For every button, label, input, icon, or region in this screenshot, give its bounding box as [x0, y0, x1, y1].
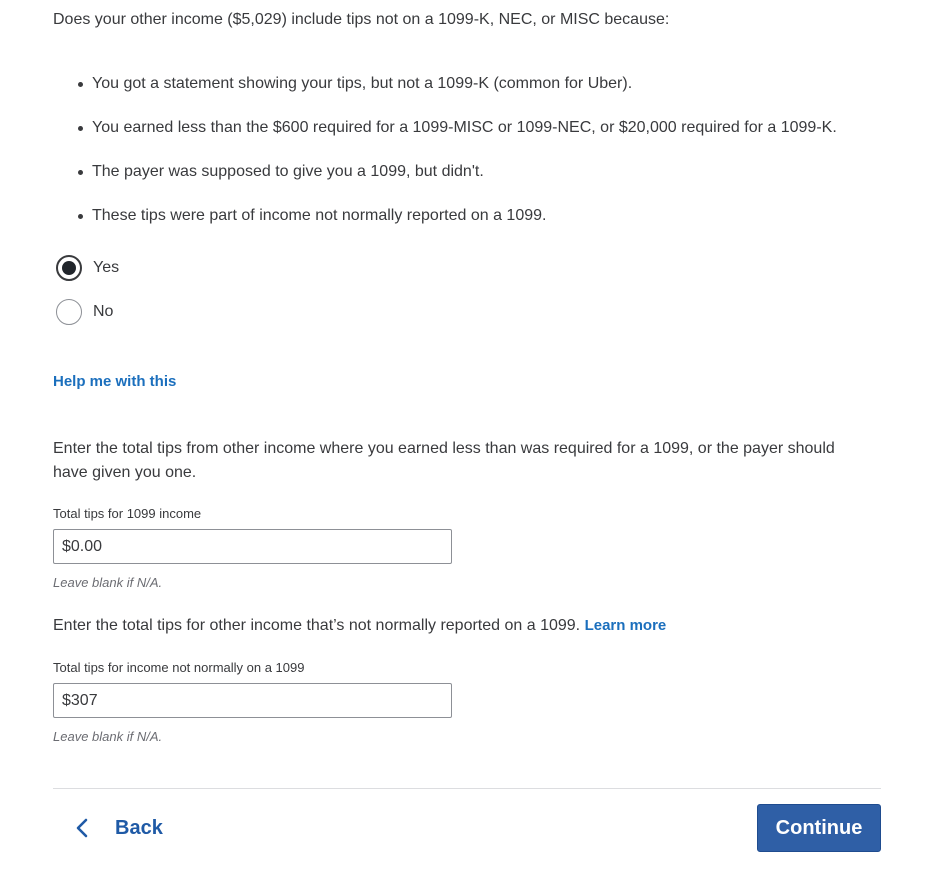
- reasons-list: [78, 73, 837, 249]
- list-item: The payer was supposed to give you a 1099, but didn't.: [78, 161, 837, 205]
- radio-selected-dot: [62, 261, 76, 275]
- learn-more-link[interactable]: Learn more: [584, 617, 667, 634]
- help-me-link[interactable]: Help me with this: [53, 373, 177, 390]
- list-item: You got a statement showing your tips, but not a 1099-K (common for Uber).: [78, 73, 837, 117]
- section2-instruction: [53, 615, 666, 637]
- tips-1099-input[interactable]: [53, 529, 452, 564]
- list-item: You earned less than the $600 required for a 1099-MISC or 1099-NEC, or $20,000 required for a 1099-K.: [78, 117, 837, 161]
- section1-instruction: Enter the total tips from other income where you earned less than was required for a 1099, or the payer should have given you one.: [53, 440, 835, 481]
- tips-1099-hint: Leave blank if N/A.: [53, 575, 163, 590]
- back-button[interactable]: [71, 806, 163, 850]
- question-text: Does your other income ($5,029) include tips not on a 1099-K, NEC, or MISC because:: [53, 11, 670, 28]
- continue-button[interactable]: Continue: [757, 804, 881, 852]
- radio-yes-circle[interactable]: [56, 255, 82, 281]
- radio-no-label[interactable]: No: [93, 303, 114, 320]
- tips-1099-label: Total tips for 1099 income: [53, 506, 202, 521]
- tips-not-1099-label: Total tips for income not normally on a 1099: [53, 660, 305, 675]
- radio-yes[interactable]: [56, 255, 119, 281]
- tips-not-1099-hint: Leave blank if N/A.: [53, 729, 163, 744]
- radio-no-circle[interactable]: [56, 299, 82, 325]
- radio-yes-label[interactable]: Yes: [93, 259, 120, 276]
- chevron-left-icon: [71, 816, 95, 840]
- back-label: Back: [115, 816, 163, 839]
- section2-instruction-text: Enter the total tips for other income that’s not normally reported on a 1099.: [53, 617, 581, 634]
- radio-no[interactable]: [56, 299, 113, 325]
- footer-divider: [53, 788, 881, 789]
- list-item: These tips were part of income not normally reported on a 1099.: [78, 205, 837, 249]
- tips-not-1099-input[interactable]: [53, 683, 452, 718]
